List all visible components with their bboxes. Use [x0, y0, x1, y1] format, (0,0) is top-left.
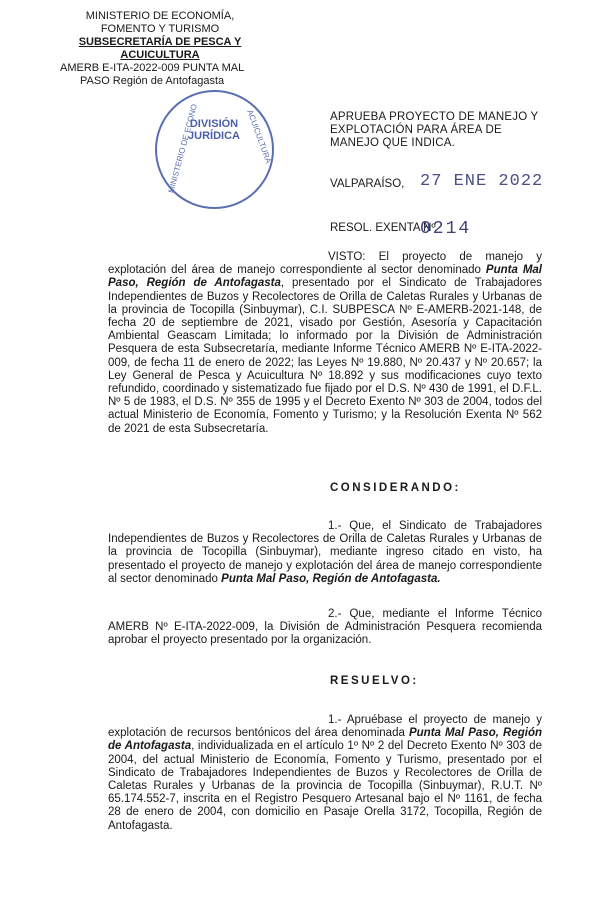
resuelvo-1-paragraph [108, 714, 542, 833]
ministry-header [60, 10, 260, 88]
considerando-2-text: AMERB Nº E-ITA-2022-009, la División de Administración Pesquera recomienda aprobar el proyecto presentado por la organización. [108, 621, 542, 647]
header-line-1: MINISTERIO DE ECONOMÍA, [85, 10, 235, 22]
resuelvo-1-text-1: explotación de recursos bentónicos del área denominada [108, 727, 409, 740]
visto-sector-name: Punta Mal Paso, Región de Antofagasta [108, 264, 542, 290]
resolution-title: APRUEBA PROYECTO DE MANEJO Y EXPLOTACIÓN PARA ÁREA DE MANEJO QUE INDICA. [330, 111, 539, 149]
resol-label: RESOL. EXENTA Nº [330, 222, 436, 234]
stamp-center [183, 118, 245, 142]
visto-paragraph [108, 251, 542, 436]
resuelvo-1-lead: 1.- Apruébase el proyecto de manejo y [328, 714, 542, 726]
considerando-2-paragraph [108, 608, 542, 648]
resol-number: 0214 [420, 219, 472, 239]
stamp-ring-left-text: MINISTERIO DE ECONO [166, 103, 199, 194]
resuelvo-1-text-2: , individualizada en el artículo 1º Nº 2 del Decreto Exento Nº 303 de 2004, del actual Ministerio de Economía, Fomento y Turismo, presentado por el Sindicato de Trabajadores Independientes de Buzos y Recolectores de Orilla de Caletas Rurales y Urbanas de la provincia de Tocopilla (Sinbuymar), R.U.T. Nº 65.174.552-7, inscrita en el Registro Pesquero Artesanal bajo el Nº 1161, de fecha 28 de enero de 2004, con domicilio en Pasaje Orella 3172, Tocopilla, Región de Antofagasta. [108, 740, 542, 832]
resuelvo-heading: RESUELVO: [330, 675, 419, 687]
header-subsecretaria-1: SUBSECRETARÍA DE PESCA Y [78, 36, 242, 48]
stamp-center-line-2: JURÍDICA [188, 130, 240, 142]
header-subsecretaria-2: ACUICULTURA [120, 49, 200, 61]
header-amerb-code: AMERB E-ITA-2022-009 PUNTA MAL [60, 62, 245, 74]
date-stamp: 27 ENE 2022 [420, 172, 544, 191]
visto-text-1: explotación del área de manejo correspondiente al sector denominado [108, 264, 486, 277]
header-region: PASO Región de Antofagasta [80, 75, 225, 87]
resuelvo-1-sector-name: Punta Mal Paso, Región de Antofagasta [108, 727, 542, 753]
visto-lead: VISTO: El proyecto de manejo y [328, 251, 542, 263]
considerando-1-text: Independientes de Buzos y Recolectores de Orilla de Caletas Rurales y Urbanas de la provincia de Tocopilla (Sinbuymar), mediante ingreso citado en visto, ha presentado el proyecto de manejo y explotación del área de manejo correspondiente al sector denominado [108, 533, 542, 585]
place-label: VALPARAÍSO, [330, 178, 405, 190]
considerando-2-lead: 2.- Que, mediante el Informe Técnico [328, 608, 542, 620]
stamp-center-line-1: DIVISIÓN [189, 118, 239, 130]
division-juridica-stamp [155, 90, 274, 209]
stamp-ring-right-text: ACUICULTURA [245, 108, 274, 165]
considerando-1-sector-name: Punta Mal Paso, Región de Antofagasta. [221, 572, 441, 585]
considerando-1-lead: 1.- Que, el Sindicato de Trabajadores [328, 520, 542, 532]
considerando-1-paragraph [108, 520, 542, 586]
considerando-heading: CONSIDERANDO: [330, 482, 461, 494]
header-line-2: FOMENTO Y TURISMO [100, 23, 220, 35]
visto-text-2: , presentado por el Sindicato de Trabajadores Independientes de Buzos y Recolectores de Orilla de Caletas Rurales y Urbanas de la provincia de Tocopilla (Sinbuymar), C.I. SUBPESCA Nº E-AMERB-2021-148, de fecha 20 de septiembre de 2021, visado por Gestión, Asesoría y Capacitación Ambiental Geascam Limitada; lo informado por la División de Administración Pesquera de esta Subsecretaría, mediante Informe Técnico AMERB Nº E-ITA-2022-009, de fecha 11 de enero de 2022; las Leyes Nº 19.880, Nº 20.437 y Nº 20.657; la Ley General de Pesca y Acuicultura Nº 18.892 y sus modificaciones cuyo texto refundido, coordinado y sistematizado fue fijado por el D.S. Nº 430 de 1991, el D.F.L. Nº 5 de 1983, el D.S. Nº 355 de 1995 y el Decreto Exento Nº 303 de 2004, todos del actual Ministerio de Economía, Fomento y Turismo; y la Resolución Exenta Nº 562 de 2021 de esta Subsecretaría. [108, 277, 542, 435]
